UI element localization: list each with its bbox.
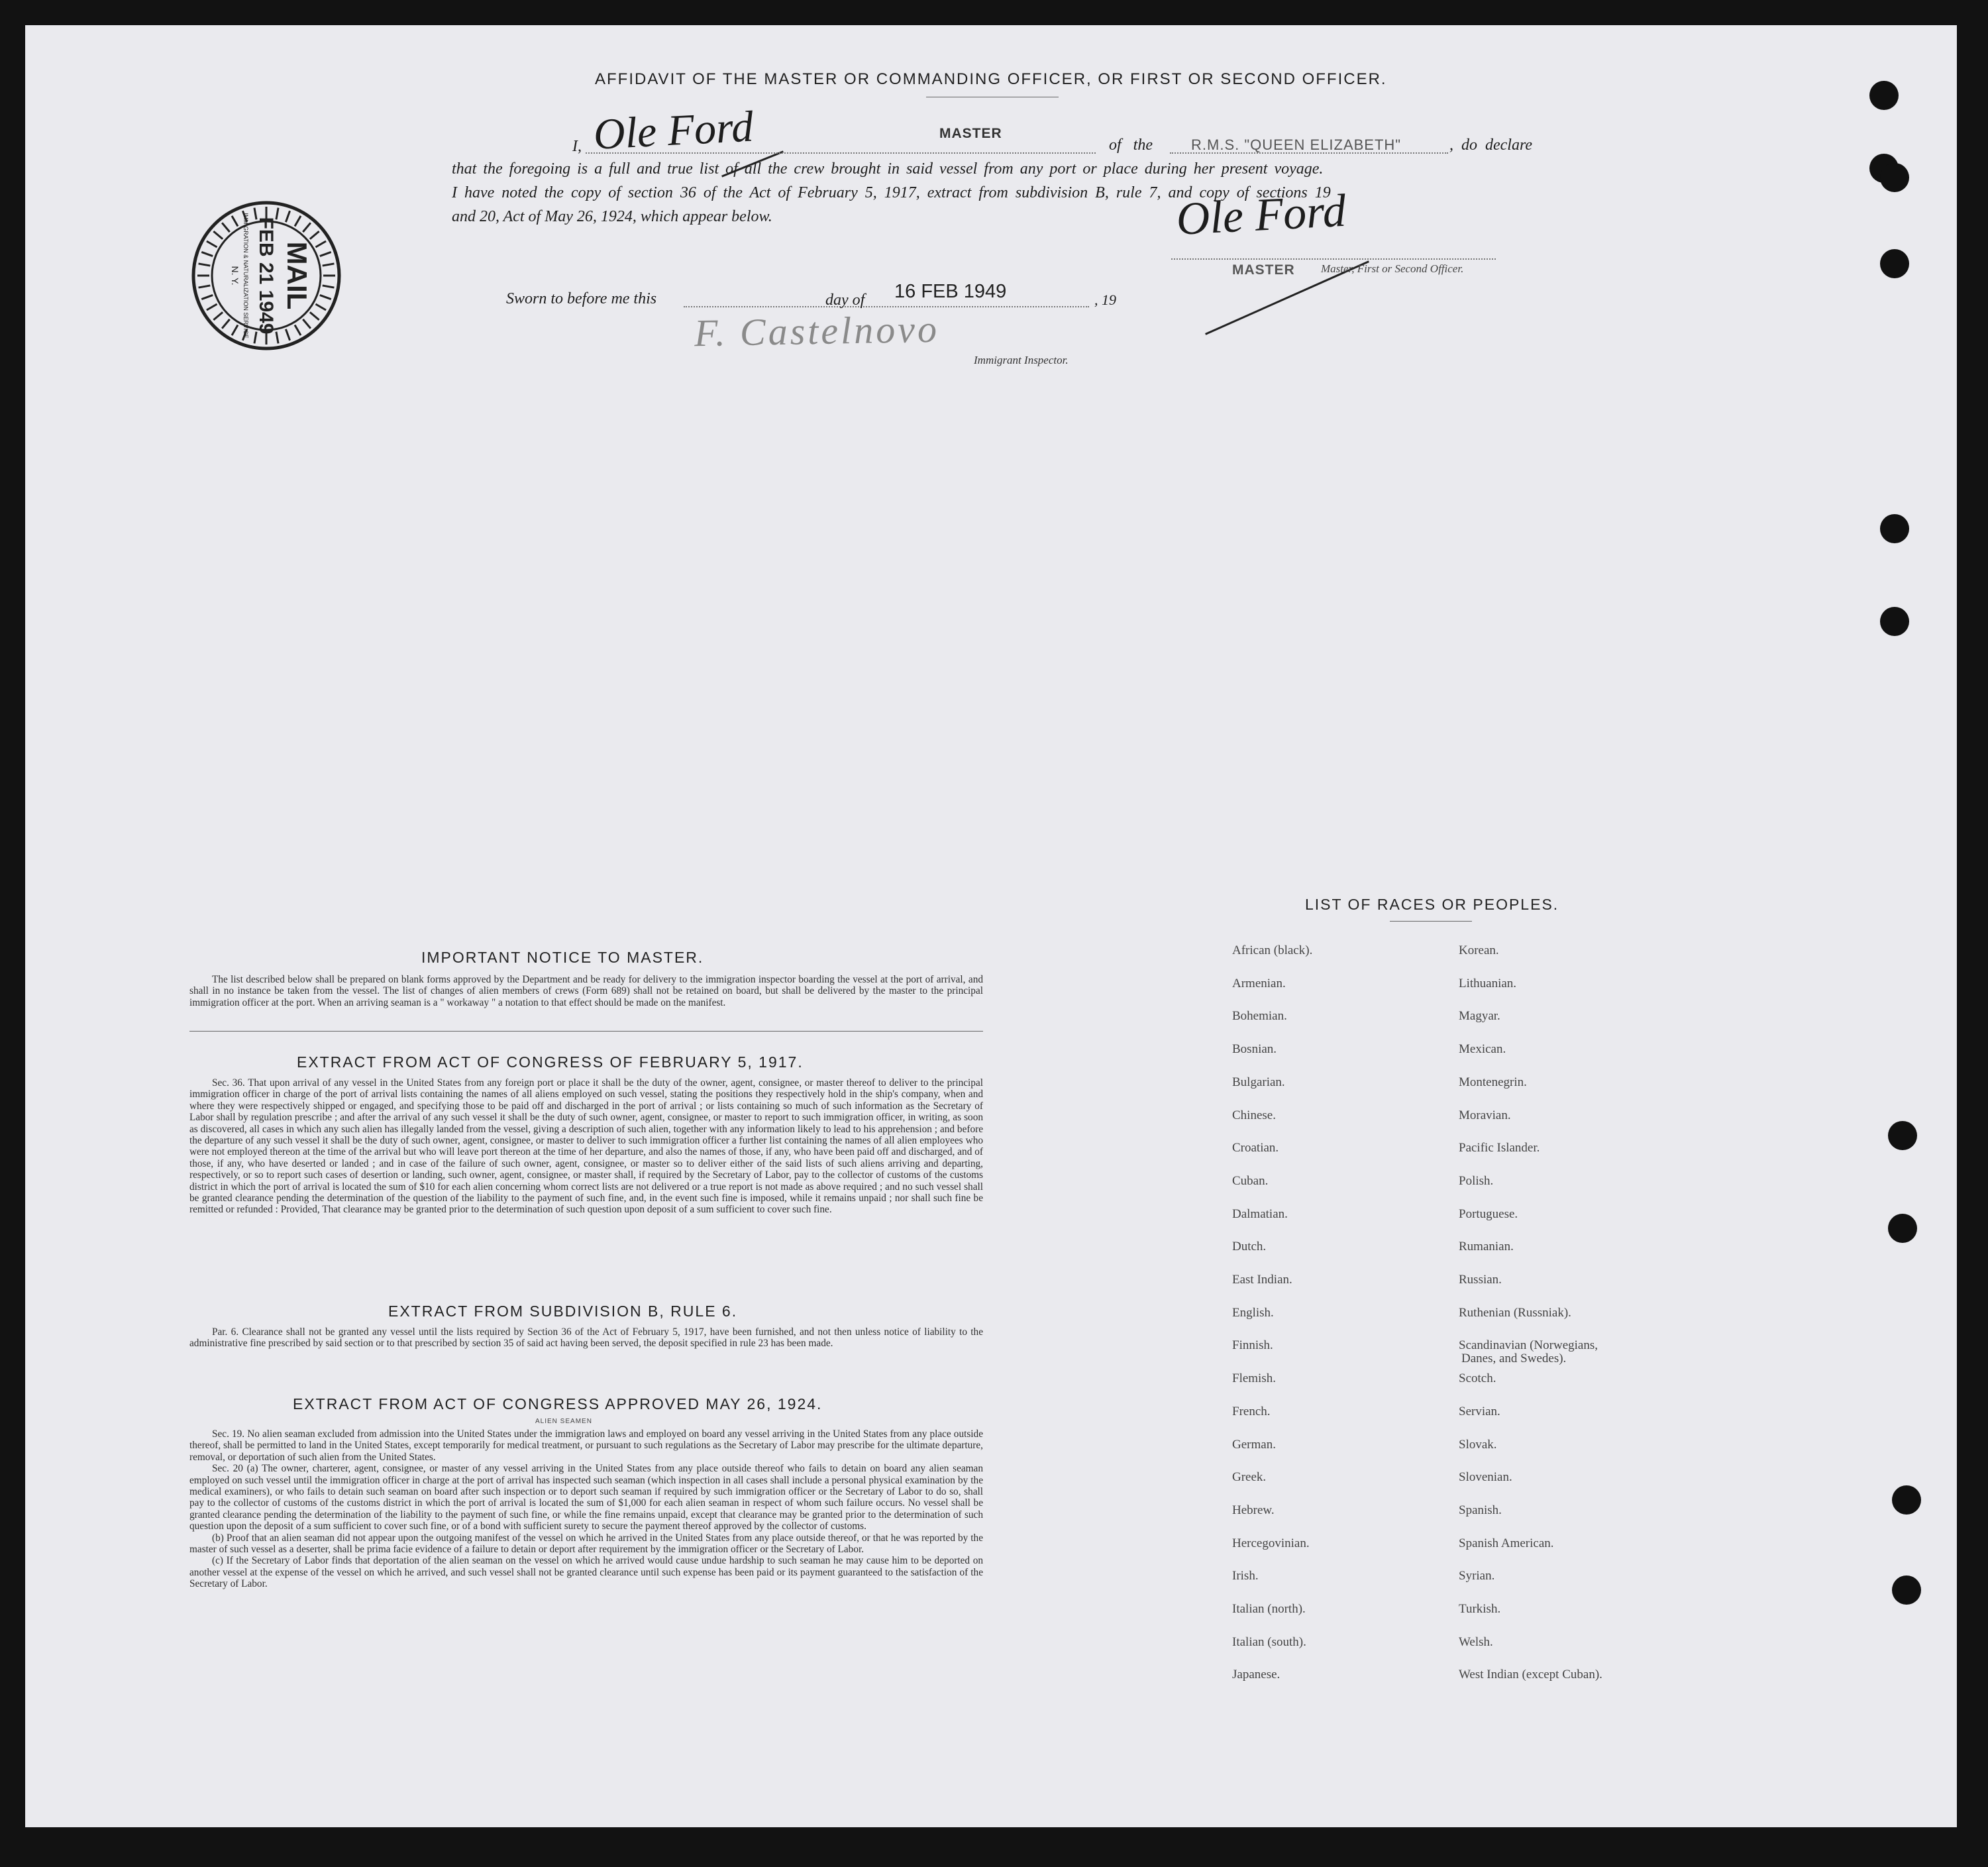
race-item: Japanese. [1232,1668,1281,1682]
alien-seamen-subtitle: ALIEN SEAMEN [535,1418,592,1425]
races-title-rule [1390,921,1472,922]
inspector-signature: F. Castelnovo [694,307,940,355]
postmark-tick [207,241,217,247]
postmark-tick [232,216,238,227]
day-of-label: day of [825,292,865,309]
race-item: Mexican. [1459,1042,1506,1057]
master-rank-stamp: MASTER [939,126,1002,141]
paragraph-6: Par. 6. Clearance shall not be granted any vessel until the lists required by Section 36 of the Act of February 5, 1917, have been furnished, and not then unless notice of liability to the administrative fine prescribed by said section or to that prescribed by section 35 of said act having been served, the deposit specified in rule 23 has been made. [189,1326,983,1350]
officer-rank-stamp: MASTER [1232,262,1295,278]
postmark-tick [320,252,331,256]
postmark-city: N. Y. [230,266,240,286]
race-item: Bulgarian. [1232,1075,1285,1089]
section-36-paragraph: Sec. 36. That upon arrival of any vessel in the United States from any foreign port or place it shall be the duty of the owner, agent, consignee, or master thereof to deliver to the principal immigration officer in charge of the port of arrival lists containing the names of all aliens employed on such vessel, stating the positions they respectively hold in the ship's company, when and where they were respectively shipped or engaged, and specifying those to be paid off and discharged in the port of arrival ; or lists containing so much of such information as the Secretary of Labor shall by regulation prescribe ; and after the arrival of any such vessel it shall be the duty of such owner, agent, consignee, or master to report to such immigration officer, in writing, as soon as discovered, all cases in which any such alien has illegally landed from the vessel, giving a description of such alien, together with any information likely to lead to his apprehension ; and before the departure of any such vessel it shall be the duty of such owner, agent, consignee, or master to deliver to such immigration officer a further list containing the names of all alien employees who were not employed thereon at the time of the arrival but who will leave port thereon at the time of her departure, and also the names of those, if any, who have been paid off and discharged, and of those, if any, who have deserted or landed ; and in case of the failure of such owner, agent, consignee, or master so to deliver either of the said lists of such aliens arriving and departing, respectively, or so to report such cases of desertion or landing, such owner, agent, consignee, or master shall, if required by the Secretary of Labor, pay to the collector of customs of the customs district in which the port of arrival is located the sum of $10 for each alien concerning whom correct lists are not delivered or a true report is not made as above required ; and no such vessel shall be granted clearance pending the determination of the question of the liability to the payment of such fine, and, in the event such fine is imposed, while it remains unpaid ; nor shall such fine be remitted or refunded : Provided, That clearance may be granted prior to the determination of such question upon deposit of a sum sufficient to cover such fine. [189,1077,983,1216]
race-item: Pacific Islander. [1459,1141,1540,1155]
postmark-tick [315,304,326,310]
section-20a-paragraph: Sec. 20 (a) The owner, charterer, agent, consignee, or master of any vessel arriving in the United States from any place outside thereof who fails to detain on board any alien seaman employed on such vessel until the immigration officer in charge at the port of arrival has inspected such seaman (which inspection in all cases shall include a personal physical examination by the medical examiners), or who fails to detain such seaman on board after such inspection or to deport such seaman if required by such immigration officer or the Secretary of Labor to do so, shall pay to the collector of customs of the customs district in which the port of arrival is located the sum of $1,000 for each alien seaman in respect of whom such failure occurs. No vessel shall be granted clearance pending the determination of the liability to the payment of such fine, or while the fine remains unpaid, except that clearance may be granted prior to the determination of such question upon the deposit of a sum sufficient to cover such fine, or of a bond with sufficient surety to secure the payment thereof approved by the collector of customs. [189,1463,983,1532]
race-item: Croatian. [1232,1141,1279,1155]
postmark-tick [201,295,213,299]
officer-signature-line [1171,258,1496,260]
extract-1924-text [189,1428,983,1590]
section-20c-paragraph: (c) If the Secretary of Labor finds that deportation of the alien seaman on the vessel on which he arrived would cause undue hardship to such seaman he may cause him to be deported on another vessel at the expense of the vessel on which he arrived, and such vessel shall not be granted clearance until such expense has been paid or its payment guaranteed to the satisfaction of the Secretary of Labor. [189,1555,983,1590]
postmark-tick [295,216,301,227]
race-item: Bohemian. [1232,1009,1287,1024]
notice-title: IMPORTANT NOTICE TO MASTER. [421,949,704,966]
race-item: Dutch. [1232,1240,1267,1254]
race-item: Italian (south). [1232,1634,1306,1649]
race-item: Moravian. [1459,1108,1511,1122]
postmark-tick [310,312,319,320]
binder-hole [1888,1214,1917,1243]
postmark-tick [213,312,223,320]
binder-hole [1869,81,1899,110]
race-item: Italian (north). [1232,1602,1306,1616]
race-item: Russian. [1459,1273,1502,1287]
subdivision-text [189,1326,983,1350]
binder-hole [1880,514,1909,543]
race-item: Ruthenian (Russniak). [1459,1305,1571,1320]
do-declare-label: , do declare [1449,136,1533,154]
race-item: Greek. [1232,1470,1267,1485]
affidavit-title: AFFIDAVIT OF THE MASTER OR COMMANDING OFFICER, OR FIRST OR SECOND OFFICER. [595,70,1387,88]
race-item: Servian. [1459,1404,1500,1418]
race-item: Hebrew. [1232,1503,1275,1517]
master-name-line [586,152,1096,154]
race-item: Spanish. [1459,1503,1502,1517]
race-item: Bosnian. [1232,1042,1277,1057]
section-20b-paragraph: (b) Proof that an alien seaman did not appear upon the outgoing manifest of the vessel on which he arrived in the United States from any place outside thereof, or that he was reported by the master of such vessel as a deserter, shall be prima facie evidence of a failure to detain or deport after requirement by the immigration officer or the Secretary of Labor. [189,1532,983,1556]
binder-hole [1880,249,1909,278]
extract-1917-title: EXTRACT FROM ACT OF CONGRESS OF FEBRUARY 5, 1917. [297,1053,804,1071]
inspector-caption: Immigrant Inspector. [974,354,1069,366]
postmark-tick [320,295,331,299]
race-item: Welsh. [1459,1634,1493,1649]
subdivision-title: EXTRACT FROM SUBDIVISION B, RULE 6. [388,1303,738,1320]
race-item: Korean. [1459,943,1499,957]
race-item: Dalmatian. [1232,1206,1288,1221]
document-page [25,25,1957,1827]
race-item: Magyar. [1459,1009,1500,1024]
postmark-tick [315,241,326,247]
binder-hole [1888,1121,1917,1150]
year-suffix: , 19 [1094,292,1116,308]
race-item: Finnish. [1232,1338,1273,1353]
postmark-tick [199,286,211,288]
race-item: Lithuanian. [1459,976,1517,990]
race-item: Rumanian. [1459,1240,1514,1254]
postmark-tick [310,231,319,239]
postmark-tick [286,329,289,341]
postmark-mail: MAIL [282,241,313,310]
of-the-label: of the [1109,136,1153,154]
notice-text [189,974,983,1008]
race-item: Flemish. [1232,1371,1276,1386]
race-item: Irish. [1232,1569,1259,1583]
officer-caption: Master, First or Second Officer. [1321,262,1464,275]
postmark-tick [201,252,213,256]
race-item: English. [1232,1305,1274,1320]
extract-1924-title: EXTRACT FROM ACT OF CONGRESS APPROVED MAY 26, 1924. [293,1395,823,1413]
postmark-tick [323,264,335,266]
race-item: Armenian. [1232,976,1286,990]
race-item: West Indian (except Cuban). [1459,1668,1602,1682]
race-item: Slovenian. [1459,1470,1512,1485]
postmark-tick [286,211,289,222]
postmark-tick [207,304,217,310]
race-item: French. [1232,1404,1271,1418]
race-item: Slovak. [1459,1437,1497,1452]
date-stamp: 16 FEB 1949 [894,281,1007,302]
postmark-tick [222,319,230,329]
postmark-date: FEB 21 1949 [255,217,277,335]
race-item: Chinese. [1232,1108,1276,1122]
postmark-tick [199,264,211,266]
binder-hole [1892,1575,1921,1605]
binder-hole [1880,163,1909,192]
affidavit-line-2: that the foregoing is a full and true list of all the crew brought in said vessel from any port or place during her present voyage. [452,160,1324,178]
section-19-paragraph: Sec. 19. No alien seaman excluded from admission into the United States under the immigration laws and employed on board any vessel arriving in the United States from any place outside thereof, shall be permitted to land in the United States, except temporarily for medical treatment, or pursuant to such regulations as the Secretary of Labor may prescribe for the ultimate departure, removal, or deportation of such alien from the United States. [189,1428,983,1463]
postmark-tick [303,319,311,329]
binder-hole [1892,1485,1921,1515]
postmark-tick [303,223,311,232]
postmark-tick [222,223,230,232]
postmark-tick [295,325,301,335]
race-item: Syrian. [1459,1569,1495,1583]
race-item: Cuban. [1232,1173,1269,1188]
race-item: Montenegrin. [1459,1075,1527,1089]
race-item: Portuguese. [1459,1206,1518,1221]
postmark-tick [323,286,335,288]
race-item: African (black). [1232,943,1313,957]
notice-rule [189,1031,983,1032]
race-scandinavian-continuation: Danes, and Swedes). [1461,1352,1567,1365]
binder-hole [1880,607,1909,636]
race-item: Polish. [1459,1173,1494,1188]
postmark-stamp [189,199,343,352]
postmark-tick [232,325,238,335]
races-title: LIST OF RACES OR PEOPLES. [1305,896,1559,913]
sworn-label: Sworn to before me this [506,290,657,307]
race-item: Hercegovinian. [1232,1536,1310,1550]
postmark-tick [213,231,223,239]
affidavit-line-4: and 20, Act of May 26, 1924, which appear below. [452,208,772,225]
race-item: Spanish American. [1459,1536,1554,1550]
officer-signature: Ole Ford [1175,185,1347,246]
notice-paragraph: The list described below shall be prepared on blank forms approved by the Department and be ready for delivery to the immigration inspector boarding the vessel at the port of arrival, and shall in no instance be taken from the vessel. The list of changes of alien members of crews (Form 689) shall not be retained on board, but shall be delivered by the master to the principal immigration officer at the port. When an arriving seaman is a " workaway " a notation to that effect should be made on the manifest. [189,974,983,1008]
extract-1917-text [189,1077,983,1216]
vessel-name-stamp: R.M.S. "QUEEN ELIZABETH" [1191,136,1402,153]
race-item: German. [1232,1437,1276,1452]
postmark-agency: IMMIGRATION & NATURALIZATION SERVICE [242,213,249,339]
race-item: Scotch. [1459,1371,1496,1386]
race-item: East Indian. [1232,1273,1292,1287]
affidavit-line-3: I have noted the copy of section 36 of the Act of February 5, 1917, extract from subdivision B, rule 7, and copy of sections 19 [452,184,1331,201]
master-name-signature: Ole Ford [592,102,755,160]
race-item: Scandinavian (Norwegians, [1459,1338,1598,1353]
race-item: Turkish. [1459,1602,1501,1616]
i-label: I, [572,138,582,155]
